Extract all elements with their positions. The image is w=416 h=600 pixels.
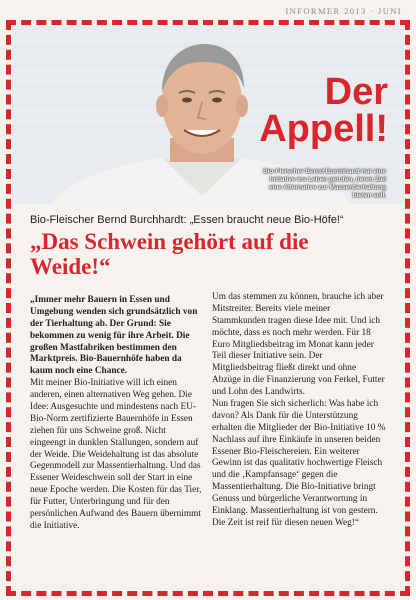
headline-line-1: Der <box>324 71 388 113</box>
masthead: INFORMER 2013 · JUNI <box>285 6 402 16</box>
article-column-left <box>30 295 204 533</box>
headline <box>259 71 388 151</box>
body-paragraph: Mit meiner Bio-Initiative will ich einen anderen, einen alternativen Weg gehen. Die Idee: Ausgesuchte und mindestens nach EU-Bio-Norm zertifizierte Bauernhöfe in Essen ziehen für uns Schweine groß. Nicht eingeengt in dunklen Stallungen, sondern auf der Weide. Die Weidehaltung ist das absolute Gegenmodell zur Massentierhaltung. Und das Essener Weideschwein soll der Start in eine neue Epoche werden. Die Kosten für das Tier, für Futter, Unterbringung und für den persönlichen Aufwand des Bauern übernimmt die Initiative. <box>30 378 202 531</box>
body-paragraph: Nun fragen Sie sich sicherlich: Was habe ich davon? Als Dank für die Unterstützung erhalten die Mitglieder der Bio-Initiative 10 % Nachlass auf ihre Einkäufe in unseren beiden Essener Bio-Fleischereien. Ein weiterer Gewinn ist das qualitativ hochwertige Fleisch und die ‚Kampfansage‘ gegen die Massentierhaltung. Die Bio-Initiative bringt Genuss und bürgerliche Verantwortung in Einklang. Massentierhaltung ist von gestern. Die Zeit ist reif für diesen neuen Weg!“ <box>212 399 386 528</box>
article-title: „Das Schwein gehört auf die Weide!“ <box>30 229 309 279</box>
lead-paragraph: „Immer mehr Bauern in Essen und Umgebung wenden sich grundsätzlich von der Tierhaltung ab. Der Grund: Sie bekommen zu wenig für ihre Arbeit. Die großen Mastfabriken bestimmen den Marktpreis. Bio-Bauernhöfe haben da kaum noch eine Chance. <box>30 295 198 377</box>
article-column-right <box>212 292 386 530</box>
portrait-photo <box>12 26 404 204</box>
headline-line-2: Appell! <box>259 108 388 151</box>
article-subheading: Bio-Fleischer Bernd Burchhardt: „Essen braucht neue Bio-Höfe!“ <box>30 214 344 226</box>
body-paragraph: Um das stemmen zu können, brauche ich aber Mitstreiter. Bereits viele meiner Stammkunden tragen diese Idee mit. Und ich möchte, dass es noch mehr werden. Für 18 Euro Mitgliedsbeitrag im Monat kann jeder Teil dieser Initiative sein. Der Mitgliedsbeitrag fließt direkt und ohne Abzüge in die Finanzierung von Ferkel, Futter und Lohn des Landwirts. <box>212 292 385 398</box>
photo-caption: Bio-Fleischer Bernd Burchhardt hat eine Initiative ins Leben gerufen, deren Ziel eine Alternative zur Massentierhaltung bieten soll. <box>263 168 386 199</box>
